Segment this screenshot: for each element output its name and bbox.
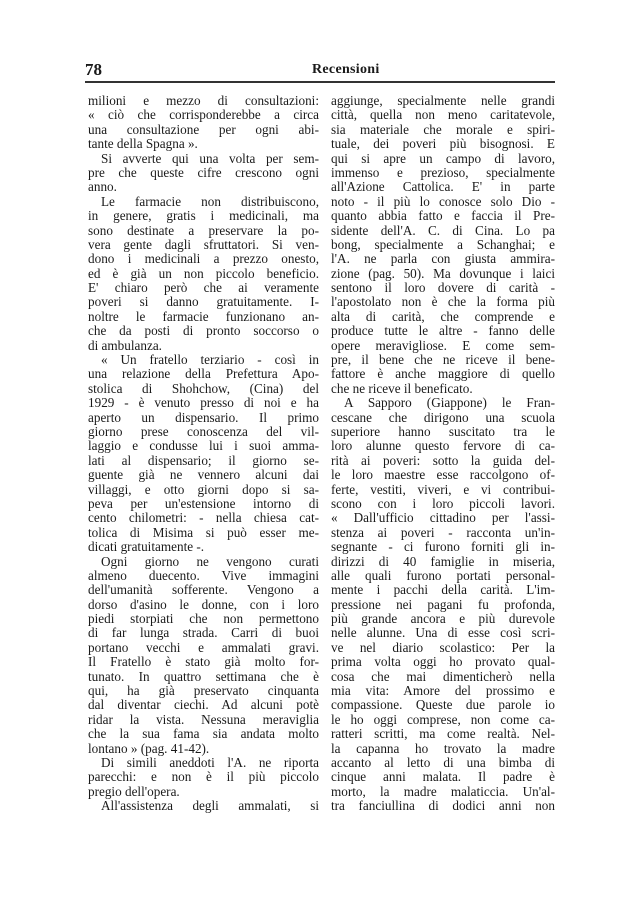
page-number: 78 — [85, 60, 102, 79]
text-line: prima volta oggi ho provato qual- — [331, 654, 555, 670]
text-line: che da posti di pronto soccorso o — [88, 323, 319, 339]
text-line: dorso d'asino le donne, con i loro — [88, 596, 319, 612]
text-line: tante della Spagna ». — [88, 136, 198, 152]
text-line: cosa che mai dimenticherò nella — [331, 668, 555, 684]
text-line: Le farmacie non distribuiscono, — [101, 193, 319, 209]
text-line: una relazione della Prefettura Apo- — [88, 366, 319, 382]
running-title: Recensioni — [312, 62, 380, 77]
text-line: nelle alunne. Una di esse così scri- — [331, 625, 555, 641]
paragraph — [88, 152, 319, 195]
text-line: stolica di Shohchow, (Cina) del — [88, 380, 319, 396]
text-line: noto - il più lo conosce solo Dio - — [331, 193, 555, 209]
text-line: « ciò che corrisponderebbe a circa — [88, 107, 319, 123]
right-column — [331, 94, 555, 814]
text-line: lati al dispensario; il giorno se- — [88, 452, 319, 468]
text-line: poveri si danno gratuitamente. I- — [88, 294, 319, 310]
paragraph — [88, 555, 319, 756]
text-line: portano vecchi e ammalati gravi. — [88, 639, 319, 655]
text-line: pressione nei pagani fu profonda, — [331, 596, 555, 612]
text-line: piedi storpiati che non permettono — [88, 611, 319, 627]
text-line: Si avverte qui una volta per sem- — [101, 150, 319, 166]
text-line: almeno duecento. Vive immagini — [88, 567, 319, 583]
text-line: anno. — [88, 179, 117, 195]
paragraph — [88, 195, 319, 353]
text-line: immenso e prezioso, specialmente — [331, 164, 555, 180]
text-line: dirizzi di 40 famiglie in miseria, — [331, 553, 555, 569]
text-line: qui, ha già preservato cinquanta — [88, 683, 319, 699]
text-line: sidente dell'A. C. di Cina. Lo pa — [331, 222, 555, 238]
text-line: All'assistenza degli ammalati, si — [101, 798, 319, 814]
text-line: alle quali furono portati personal- — [331, 567, 555, 583]
text-line: vera gente dagli sfruttatori. Si ven- — [88, 236, 319, 252]
text-line: noltre le farmacie funzionano an- — [88, 308, 319, 324]
text-line: dono i medicinali a prezzo onesto, — [88, 251, 319, 267]
text-line: guente già ne vennero alcuni dai — [88, 467, 319, 483]
text-line: mia vita: Amore del prossimo e — [331, 683, 555, 699]
text-line: morto, la madre malaticcia. Un'al- — [331, 783, 555, 799]
text-line: lontano » (pag. 41-42). — [88, 740, 210, 756]
text-line: sentono il loro dovere di carità - — [331, 280, 555, 296]
text-line: peva per un'estensione intorno di — [88, 495, 319, 511]
text-line: in genere, gratis i medicinali, ma — [88, 208, 319, 224]
text-line: stenza ai poveri - racconta un'in- — [331, 524, 555, 540]
text-line: ve nel diario scolastico: Per la — [331, 639, 555, 655]
text-line: zione (pag. 50). Ma dovunque i laici — [331, 265, 555, 281]
text-line: segnante - ci furono forniti gli in- — [331, 539, 555, 555]
header-rule — [85, 81, 555, 83]
text-line: una consultazione per ogni abi- — [88, 121, 319, 137]
text-line: ed è già un non piccolo beneficio. — [88, 265, 319, 281]
text-line: mente i pacchi della carità. L'im- — [331, 582, 555, 598]
text-line: loro alunne questo fervore di ca- — [331, 438, 555, 454]
paragraph — [88, 799, 319, 813]
paragraph — [88, 94, 319, 152]
text-line: Ogni giorno ne vengono curati — [101, 553, 319, 569]
text-line: « Un fratello terziario - così in — [101, 352, 319, 368]
text-line: compassione. Queste due parole io — [331, 697, 555, 713]
text-line: cescane che dirigono una scuola — [331, 409, 555, 425]
text-line: fattore è anche maggiore di quello — [331, 366, 555, 382]
text-line: tolica di Misima si può esser me- — [88, 524, 319, 540]
text-line: opere meravigliose. E come sem- — [331, 337, 555, 353]
text-line: all'Azione Cattolica. E' in parte — [331, 179, 555, 195]
text-line: laggio e condusse lui i suoi amma- — [88, 438, 319, 454]
text-line: di ambulanza. — [88, 337, 162, 353]
text-line: 1929 - è venuto presso di noi e ha — [88, 395, 319, 411]
text-line: pregio dell'opera. — [88, 783, 180, 799]
text-line: quanto abbia fatto e faccia il Pre- — [331, 208, 555, 224]
text-line: ridar la vista. Nessuna meraviglia — [88, 711, 319, 727]
text-line: giorno prese conoscenza del vil- — [88, 423, 319, 439]
text-line: dell'umanità sofferente. Vengono a — [88, 582, 319, 598]
text-line: superiore hanno suscitato tra le — [331, 423, 555, 439]
text-line: rità ai poveri: sotto la guida del- — [331, 452, 555, 468]
text-line: pre, il bene che ne riceve il bene- — [331, 352, 555, 368]
text-line: produce tutte le altre - fanno delle — [331, 323, 555, 339]
left-column — [88, 94, 319, 814]
text-line: tunato. In quattro settimana che è — [88, 668, 319, 684]
text-line: la capanna ho trovato la madre — [331, 740, 555, 756]
text-line: cento chilometri: - nella chiesa cat- — [88, 510, 319, 526]
text-line: accanto al letto di una bimba di — [331, 754, 555, 770]
text-line: alta di carità, che comprende e — [331, 308, 555, 324]
text-line: l'apostolato non è che la forma più — [331, 294, 555, 310]
text-line: le ho oggi comprese, non come ca- — [331, 711, 555, 727]
text-line: cinque anni malata. Il padre è — [331, 769, 555, 785]
text-line: l'A. ne parla con giusta ammira- — [331, 251, 555, 267]
text-line: Di simili aneddoti l'A. ne riporta — [101, 754, 319, 770]
paragraph — [88, 353, 319, 554]
paragraph — [88, 756, 319, 799]
text-line: parecchi: e non è il più piccolo — [88, 769, 319, 785]
text-line: sia materiale che morale e spiri- — [331, 121, 555, 137]
text-line: sono destinate a preservare la po- — [88, 222, 319, 238]
text-line: aperto un dispensario. Il primo — [88, 409, 319, 425]
text-line: A Sapporo (Giappone) le Fran- — [344, 395, 555, 411]
text-line: bong, specialmente a Schanghai; e — [331, 236, 555, 252]
text-line: ferte, vestiti, viveri, e vi contribui- — [331, 481, 555, 497]
text-line: tuale, dei poveri più bisognosi. E — [331, 136, 555, 152]
text-line: di far lunga strada. Carri di buoi — [88, 625, 319, 641]
text-line: che la sua fama sia andata molto — [88, 726, 319, 742]
paragraph — [331, 396, 555, 813]
text-line: dicati gratuitamente -. — [88, 539, 205, 555]
text-line: le loro maestre esse raccolgono of- — [331, 467, 555, 483]
text-line: più grande ancora e più durevole — [331, 611, 555, 627]
text-line: tra fanciullina di dodici anni non — [331, 798, 555, 814]
text-line: Il Fratello è stato già molto for- — [88, 654, 319, 670]
text-line: qui si apre un campo di lavoro, — [331, 150, 555, 166]
paragraph — [331, 94, 555, 396]
text-line: milioni e mezzo di consultazioni: — [88, 93, 319, 108]
text-line: scono con i loro piccoli lavori. — [331, 495, 555, 511]
text-line: che ne riceve il beneficato. — [331, 380, 473, 396]
text-line: pre che queste cifre crescono ogni — [88, 164, 319, 180]
text-line: aggiunge, specialmente nelle grandi — [331, 93, 555, 108]
text-line: E' chiaro però che ai veramente — [88, 280, 319, 296]
text-line: villaggi, e otto giorni dopo si sa- — [88, 481, 319, 497]
text-line: ratteri scritti, ma come realtà. Nel- — [331, 726, 555, 742]
text-line: « Dall'ufficio cittadino per l'assi- — [331, 510, 555, 526]
text-line: città, quella non meno caritatevole, — [331, 107, 555, 123]
text-line: dal diventar ciechi. Ad alcuni potè — [88, 697, 319, 713]
